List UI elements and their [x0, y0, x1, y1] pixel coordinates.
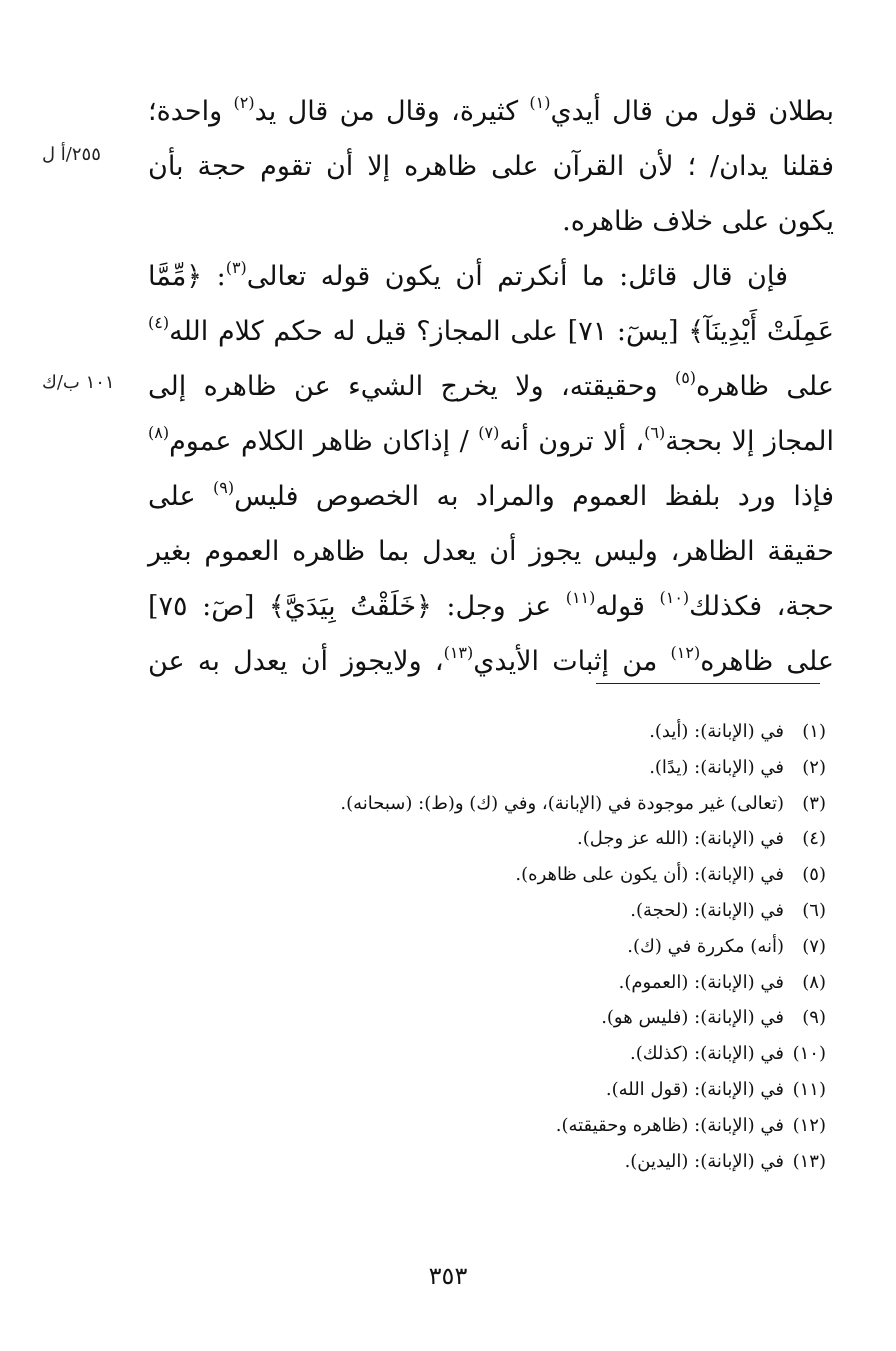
footnote — [226, 786, 826, 822]
text-run: ، ألا ترون أنه — [499, 426, 645, 457]
text-run: فإذا ورد بلفظ العموم والمراد به الخصوص فليس — [234, 481, 834, 512]
footnote — [226, 965, 826, 1001]
footnote-number: (١٠) — [792, 1043, 826, 1065]
text-run: على ظاهره — [696, 371, 834, 402]
text-run: من إثبات الأيدي — [473, 646, 671, 677]
footnote — [226, 857, 826, 893]
text-run: بطلان قول من قال أيدي — [550, 96, 834, 127]
footnote-text: في (الإبانة): (أن يكون على ظاهره). — [515, 864, 784, 886]
footnote-text: في (الإبانة): (ظاهره وحقيقته). — [555, 1114, 784, 1136]
footnote-ref[interactable]: (٦) — [644, 423, 666, 442]
footnote-text: في (الإبانة): (يدًا). — [649, 756, 784, 778]
footnote-ref[interactable]: (٧) — [478, 423, 500, 442]
text-run: واحدة؛ فقلنا يدان/ ؛ لأن القرآن على ظاهره إلا أن تقوم حجة بأن يكون على خلاف ظاهره. — [148, 96, 834, 237]
text-run: على حقيقة الظاهر، وليس يجوز أن يعدل بما ظاهره العموم بغير حجة، فكذلك — [148, 481, 834, 622]
footnote-text: في (الإبانة): (الله عز وجل). — [576, 828, 784, 850]
footnote — [226, 929, 826, 965]
footnote-text: (أنه) مكررة في (ك). — [627, 935, 784, 957]
quran-quote: عز وجل: ﴿خَلَقْتُ بِيَدَيَّ﴾ [صٓ: ٧٥] على ظاهره — [148, 591, 834, 677]
footnote — [226, 893, 826, 929]
footnote-number: (٥) — [802, 864, 826, 886]
margin-note: ١٠١ ب/ك — [42, 372, 115, 393]
footnote-text: في (الإبانة): (اليدين). — [624, 1150, 784, 1172]
paragraph-2 — [148, 249, 834, 689]
footnote-number: (٦) — [802, 899, 826, 921]
footnote-ref[interactable]: (١٣) — [443, 643, 474, 662]
footnote-number: (١١) — [792, 1078, 826, 1100]
footnote — [226, 1036, 826, 1072]
text-run: ، ولايجوز أن يعدل به عن — [148, 646, 444, 677]
footnote-ref[interactable]: (٩) — [212, 478, 235, 497]
footnote-number: (٧) — [802, 935, 826, 957]
footnote — [226, 1072, 826, 1108]
footnote-number: (١) — [802, 721, 826, 742]
footnote-ref[interactable]: (١١) — [565, 588, 596, 607]
footnote — [226, 1144, 826, 1180]
footnote-number: (٨) — [802, 971, 826, 993]
text-run: قوله — [595, 591, 660, 622]
text-run: فإن قال قائل: ما أنكرتم أن يكون قوله تعالى — [246, 261, 788, 292]
text-run: / إذاكان ظاهر الكلام عموم — [169, 426, 479, 457]
footnote-text: في (الإبانة): (قول الله). — [605, 1078, 784, 1100]
page-number: ٣٥٣ — [428, 1262, 468, 1290]
footnote-ref[interactable]: (١) — [529, 93, 551, 112]
footnote-number: (٩) — [802, 1007, 826, 1029]
footnotes-list — [226, 714, 826, 1179]
text-run: وحقيقته، ولا يخرج الشيء عن ظاهره إلى المجاز إلا بحجة — [148, 371, 834, 457]
footnote-number: (٤) — [802, 828, 826, 850]
footnote-number: (٣) — [802, 792, 826, 814]
footnote-ref[interactable]: (٣) — [225, 258, 247, 277]
footnote-ref[interactable]: (٥) — [674, 368, 697, 387]
footnote-ref[interactable]: (١٢) — [670, 643, 701, 662]
footnote-text: (تعالى) غير موجودة في (الإبانة)، وفي (ك) و(ط): (سبحانه). — [340, 792, 784, 814]
footnote-text: في (الإبانة): (لحجة). — [630, 899, 784, 921]
footnote-text: في (الإبانة): (العموم). — [618, 971, 784, 993]
footnote-ref[interactable]: (١٠) — [659, 588, 690, 607]
quran-quote: : ﴿مِّمَّا عَمِلَتْ أَيْدِينَآ﴾ [يسٓ: ٧١] على المجاز؟ قيل له حكم كلام الله — [148, 261, 834, 347]
footnote-text: في (الإبانة): (أيد). — [649, 721, 784, 742]
main-text — [148, 84, 834, 689]
footnote-number: (١٣) — [792, 1150, 826, 1172]
footnote-divider — [596, 683, 820, 684]
footnote — [226, 714, 826, 750]
paragraph-1 — [148, 84, 834, 249]
footnote — [226, 750, 826, 786]
footnote — [226, 1000, 826, 1036]
footnote-text: في (الإبانة): (كذلك). — [629, 1043, 784, 1065]
footnote-ref[interactable]: (٤) — [148, 313, 170, 332]
footnote-text: في (الإبانة): (فليس هو). — [601, 1007, 784, 1029]
footnote — [226, 1108, 826, 1144]
footnote-ref[interactable]: (٨) — [148, 423, 170, 442]
text-run: كثيرة، وقال من قال يد — [254, 96, 530, 127]
footnote-number: (١٢) — [792, 1114, 826, 1136]
footnote-number: (٢) — [802, 756, 826, 778]
footnote — [226, 821, 826, 857]
footnote-ref[interactable]: (٢) — [233, 93, 255, 112]
margin-note: ٢٥٥/أ ل — [42, 144, 101, 165]
